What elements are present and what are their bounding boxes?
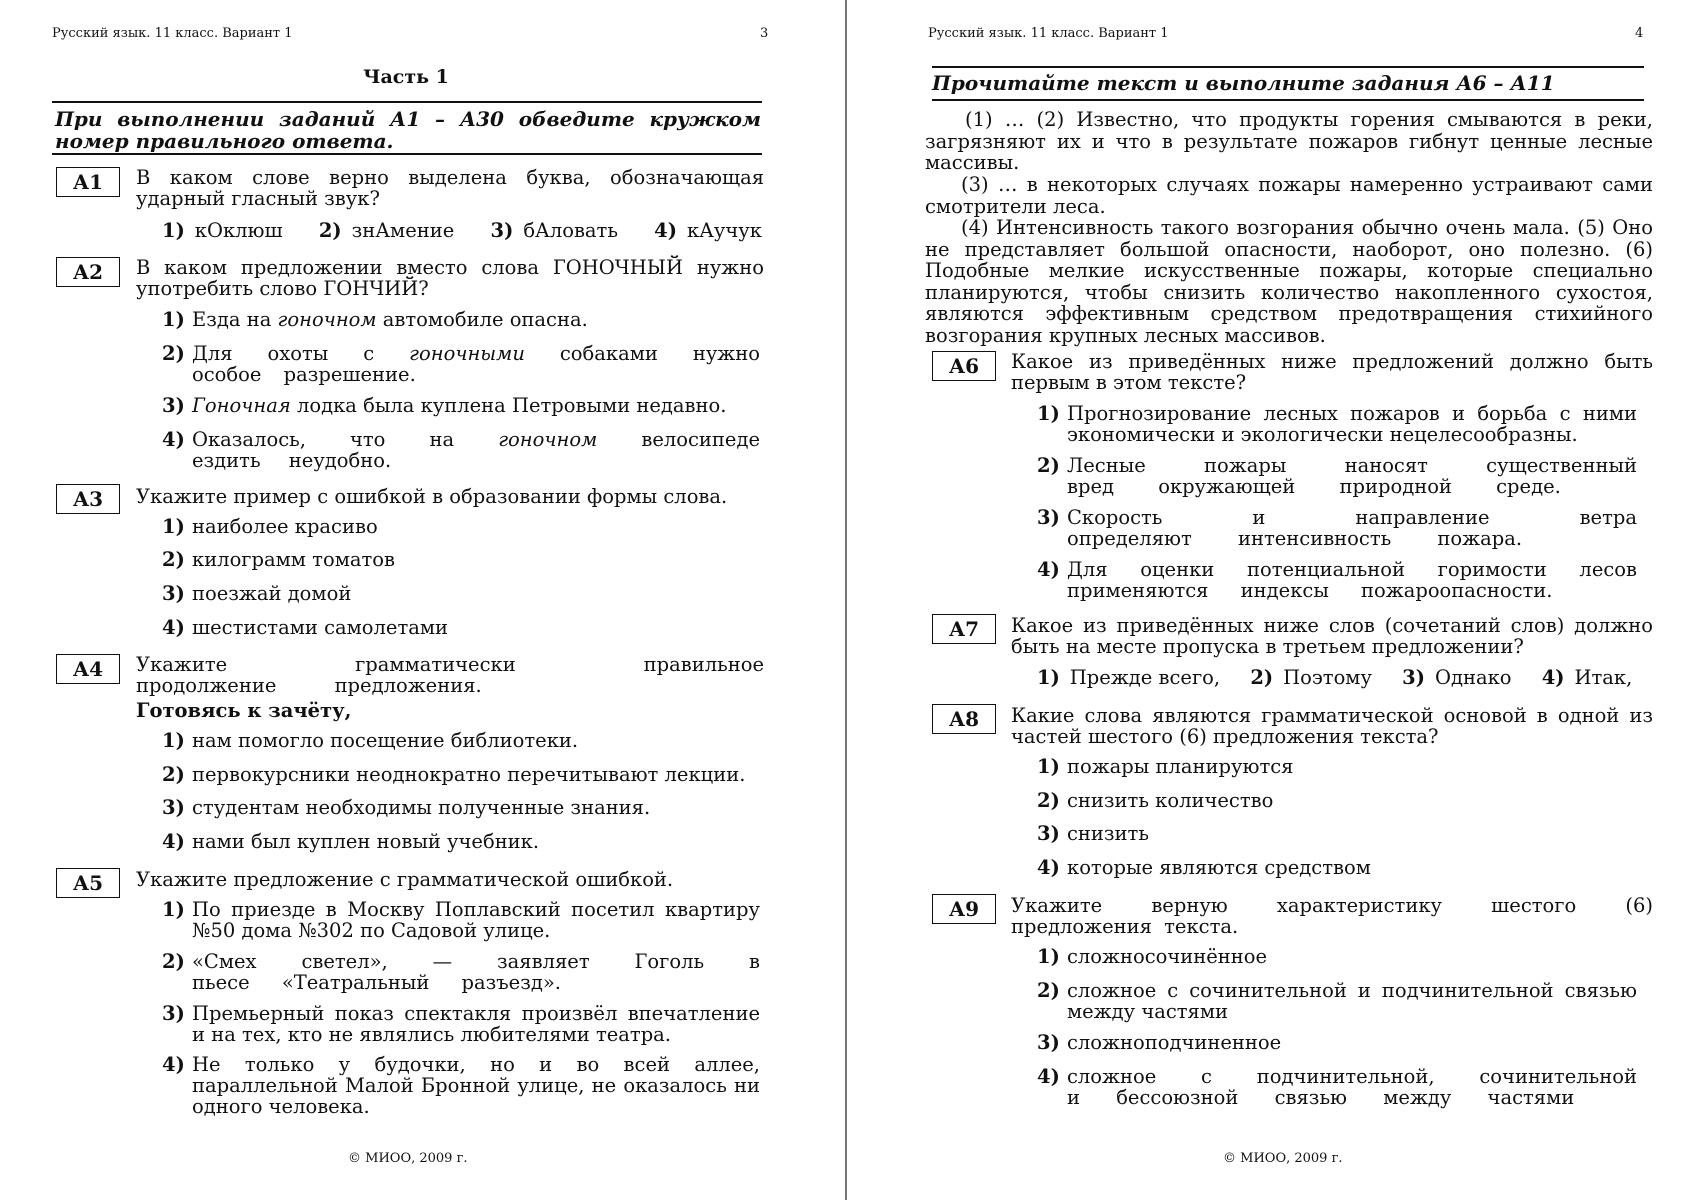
- question-label: А6: [932, 351, 996, 381]
- page-number: 4: [1635, 26, 1644, 41]
- answer-option[interactable]: 3) Однако: [1402, 666, 1512, 689]
- question-text: Укажите пример с ошибкой в образовании формы слова.: [136, 485, 728, 508]
- question-label: А4: [56, 654, 120, 684]
- question-label: А2: [56, 257, 120, 287]
- question-text: В каком предложении вместо слова ГОНОЧНЫЙ нужно употребить слово ГОНЧИЙ?: [136, 256, 764, 300]
- page-number: 3: [760, 26, 769, 41]
- text-paragraph: (1) … (2) Известно, что продукты горения смываются в реки, загрязняют их и что в результате пожаров гибнут ценные лесные массивы.: [925, 108, 1653, 174]
- question-label: А3: [56, 484, 120, 514]
- text-paragraph: (4) Интенсивность такого возгорания обычно очень мала. (5) Оно не представляет большой опасности, наоборот, оно полезно. (6) Подобные мелкие искусственные пожары, которые специально планируются, чтобы снизить количество накопленного сухостоя, являются эффективным средством предотвращения стихийного возгорания крупных лесных массивов.: [925, 216, 1653, 347]
- sentence-start: Готовясь к зачёту,: [136, 699, 352, 722]
- divider-line: [932, 99, 1644, 101]
- answer-option[interactable]: 2) Поэтому: [1250, 666, 1372, 689]
- question-label: А8: [932, 704, 996, 734]
- question-text: Укажите грамматически правильное продолжение предложения.: [136, 653, 764, 697]
- right-page: Русский язык. 11 класс. Вариант 1 4 Прочитайте текст и выполните задания А6 – А11 (1) … (2) Известно, что продукты горения смываются в реки, загрязняют их и что в результате пожаров гибнут ценные лесные массивы. (3) … в некоторых случаях пожары намеренно устраивают сами смотрители леса. (4) Интенсивность такого возгорания обычно очень мала. (5) Оно не представляет большой опасности, наоборот, оно полезно. (6) Подобные мелкие искусственные пожары, которые специально планируются, чтобы снизить количество накопленного сухостоя, являются эффективным средством предотвращения стихийного возгорания крупных лесных массивов. А6 Какое из приведённых ниже предложений должно быть первым в этом тексте? 1) Прогнозирование лесных пожаров и борьба с ними экономически и экологически нецелесообразны. 2) Лесные пожары наносят существенный вред окружающей природной среде. 3) Скорость и направление ветра определяют интенсивность пожара. 4) Для оценки потенциальной горимости лесов применяются индексы пожароопасности. А7 Какое из приведённых ниже слов (сочетаний слов) должно быть на месте пропуска в третьем предложении? 1) Прежде всего, 2) Поэтому 3) Однако 4) Итак, А8 Какие слова являются грамматической основой в одной из частей шестого (6) предложения текста? 1) пожары планируются 2) снизить количество 3) снизить 4) которые являются средством А9 Укажите верную характеристику шестого (6) предложения текста. 1) сложносочинённое 2) сложное с сочинительной и подчинительной связью между частями 3) сложноподчиненное 4) сложное с подчинительной, сочинительной и бессоюзной связью между частями © МИОО, 2009 г.: [848, 0, 1695, 1200]
- question-label: А7: [932, 614, 996, 644]
- question-label: А5: [56, 868, 120, 898]
- divider-line: [932, 66, 1644, 68]
- left-page: Русский язык. 11 класс. Вариант 1 3 Часть 1 При выполнении заданий А1 – А30 обведите кружком номер правильного ответа. А1 В каком слове верно выделена буква, обозначающая ударный гласный звук? 1) кОклюш 2) знАмение 3) бАловать 4) кАучук А2 В каком предложении вместо слова ГОНОЧНЫЙ нужно употребить слово ГОНЧИЙ? 1) Езда на гоночном автомобиле опасна. 2) Для охоты с гоночными собаками нужно особое разрешение. 3) Гоночная лодка была куплена Петровыми недавно. 4) Оказалось, что на гоночном велосипеде ездить неудобно. А3 Укажите пример с ошибкой в образовании формы слова. 1) наиболее красиво 2) килограмм томатов 3) поезжай домой 4) шестистами самолетами А4 Укажите грамматически правильное продолжение предложения. Готовясь к зачёту, 1) нам помогло посещение библиотеки. 2) первокурсники неоднократно перечитывают лекции. 3) студентам необходимы полученные знания. 4) нами был куплен новый учебник. А5 Укажите предложение с грамматической ошибкой. 1) По приезде в Москву Поплавский посетил квартиру №50 дома №302 по Садовой улице. 2) «Смех светел», — заявляет Гоголь в пьесе «Театральный разъезд». 3) Премьерный показ спектакля произвёл впечатление и на тех, кто не являлись любителями театра. 4) Не только у будочки, но и во всей аллее, параллельной Малой Бронной улице, не оказалось ни одного человека. © МИОО, 2009 г.: [0, 0, 845, 1200]
- question-label: А9: [932, 894, 996, 924]
- question-text: Какие слова являются грамматической основой в одной из частей шестого (6) предложения текста?: [1011, 704, 1653, 748]
- page-header: Русский язык. 11 класс. Вариант 1: [928, 26, 1169, 41]
- divider-line: [52, 153, 762, 155]
- answer-options-a7: [1037, 666, 1662, 689]
- instruction: При выполнении заданий А1 – А30 обведите кружком номер правильного ответа.: [55, 107, 761, 153]
- divider-line: [52, 101, 762, 103]
- question-text: Укажите предложение с грамматической ошибкой.: [136, 868, 674, 891]
- page-footer: © МИОО, 2009 г.: [1223, 1151, 1343, 1166]
- page-header: Русский язык. 11 класс. Вариант 1: [52, 26, 293, 41]
- answer-option[interactable]: 1) кОклюш: [162, 219, 283, 242]
- answer-option[interactable]: 1) Прежде всего,: [1037, 666, 1221, 689]
- answer-option[interactable]: 4) кАучук: [654, 219, 762, 242]
- answer-option[interactable]: 2) знАмение: [318, 219, 455, 242]
- text-paragraph: (3) … в некоторых случаях пожары намеренно устраивают сами смотрители леса.: [925, 173, 1653, 218]
- answer-options-a1: [162, 219, 792, 242]
- answer-option[interactable]: 4) Итак,: [1541, 666, 1633, 689]
- question-label: А1: [56, 167, 120, 197]
- instruction: Прочитайте текст и выполните задания А6 – А11: [932, 71, 1555, 95]
- answer-option[interactable]: 3) бАловать: [490, 219, 618, 242]
- page-divider: [845, 0, 847, 1200]
- question-text: В каком слове верно выделена буква, обозначающая ударный гласный звук?: [136, 166, 764, 210]
- part-title: Часть 1: [363, 66, 449, 88]
- question-text: Укажите верную характеристику шестого (6) предложения текста.: [1011, 894, 1653, 938]
- question-text: Какое из приведённых ниже предложений должно быть первым в этом тексте?: [1011, 350, 1653, 394]
- page-footer: © МИОО, 2009 г.: [348, 1151, 468, 1166]
- question-text: Какое из приведённых ниже слов (сочетаний слов) должно быть на месте пропуска в третьем предложении?: [1011, 614, 1653, 658]
